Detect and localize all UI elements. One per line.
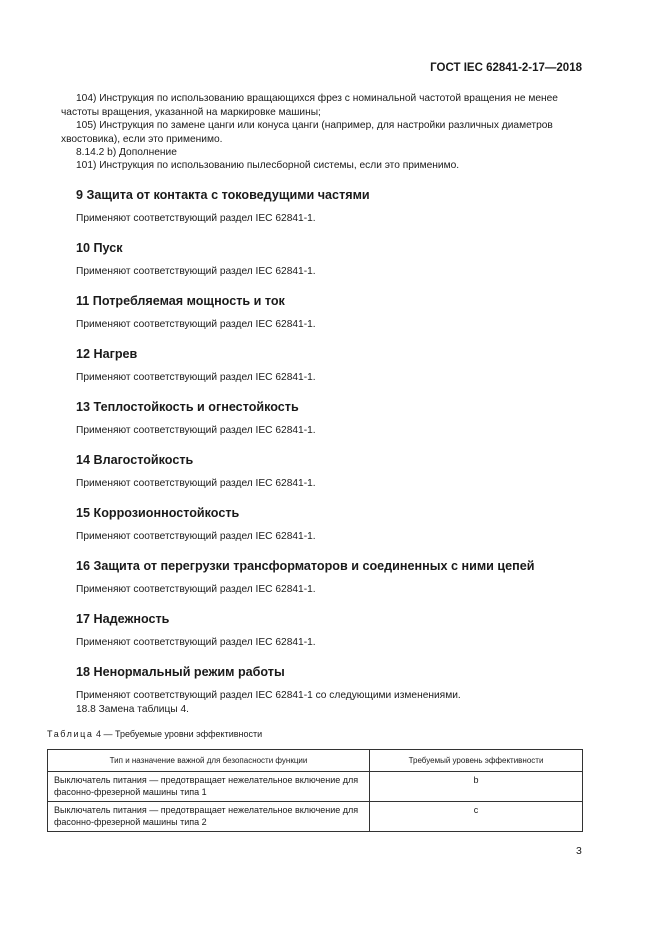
section-14-text: Применяют соответствующий раздел IEC 62841-1. xyxy=(76,478,316,489)
column-header-level: Требуемый уровень эффективности xyxy=(370,750,583,772)
section-9-heading: 9 Защита от контакта с токоведущими частями xyxy=(76,188,370,202)
section-10-heading: 10 Пуск xyxy=(76,241,123,255)
performance-levels-table xyxy=(47,749,583,832)
function-cell: Выключатель питания — предотвращает нежелательное включение для фасонно-фрезерной машины типа 2 xyxy=(48,802,370,832)
section-14-heading: 14 Влагостойкость xyxy=(76,453,194,467)
table-row xyxy=(48,772,583,802)
paragraph-101: 101) Инструкция по использованию пылесборной системы, если это применимо. xyxy=(76,160,460,171)
section-10-text: Применяют соответствующий раздел IEC 62841-1. xyxy=(76,266,316,277)
section-18-heading: 18 Ненормальный режим работы xyxy=(76,665,285,679)
section-17-heading: 17 Надежность xyxy=(76,612,170,626)
section-15-text: Применяют соответствующий раздел IEC 62841-1. xyxy=(76,531,316,542)
section-15-heading: 15 Коррозионностойкость xyxy=(76,506,240,520)
table-row xyxy=(48,802,583,832)
paragraph-105: 105) Инструкция по замене цанги или конуса цанги (например, для настройки различных диаметров хвостовика), если это применимо. xyxy=(61,120,553,145)
column-header-function: Тип и назначение важной для безопасности функции xyxy=(48,750,370,772)
section-13-text: Применяют соответствующий раздел IEC 62841-1. xyxy=(76,425,316,436)
document-code-header: ГОСТ IEC 62841-2-17—2018 xyxy=(430,62,582,74)
section-11-heading: 11 Потребляемая мощность и ток xyxy=(76,294,285,308)
paragraph-104: 104) Инструкция по использованию вращающихся фрез с номинальной частотой вращения не менее частоты вращения, указанной на маркировке машины; xyxy=(61,93,558,118)
section-12-text: Применяют соответствующий раздел IEC 62841-1. xyxy=(76,372,316,383)
table-caption xyxy=(47,729,262,739)
section-13-heading: 13 Теплостойкость и огнестойкость xyxy=(76,400,299,414)
section-18-text: Применяют соответствующий раздел IEC 62841-1 со следующими изменениями. xyxy=(76,690,461,701)
section-16-text: Применяют соответствующий раздел IEC 62841-1. xyxy=(76,584,316,595)
level-cell: b xyxy=(370,772,583,802)
section-11-text: Применяют соответствующий раздел IEC 62841-1. xyxy=(76,319,316,330)
table-header-row xyxy=(48,750,583,772)
level-cell: c xyxy=(370,802,583,832)
clause-8-14-2-b: 8.14.2 b) Дополнение xyxy=(76,147,177,158)
table-caption-label: Таблица xyxy=(47,729,94,739)
section-12-heading: 12 Нагрев xyxy=(76,347,138,361)
section-17-text: Применяют соответствующий раздел IEC 62841-1. xyxy=(76,637,316,648)
table-caption-text: 4 — Требуемые уровни эффективности xyxy=(96,729,263,739)
function-cell: Выключатель питания — предотвращает нежелательное включение для фасонно-фрезерной машины типа 1 xyxy=(48,772,370,802)
section-16-heading: 16 Защита от перегрузки трансформаторов и соединенных с ними цепей xyxy=(76,559,535,573)
page-number: 3 xyxy=(576,845,582,857)
section-9-text: Применяют соответствующий раздел IEC 62841-1. xyxy=(76,213,316,224)
clause-18-8: 18.8 Замена таблицы 4. xyxy=(76,704,189,715)
